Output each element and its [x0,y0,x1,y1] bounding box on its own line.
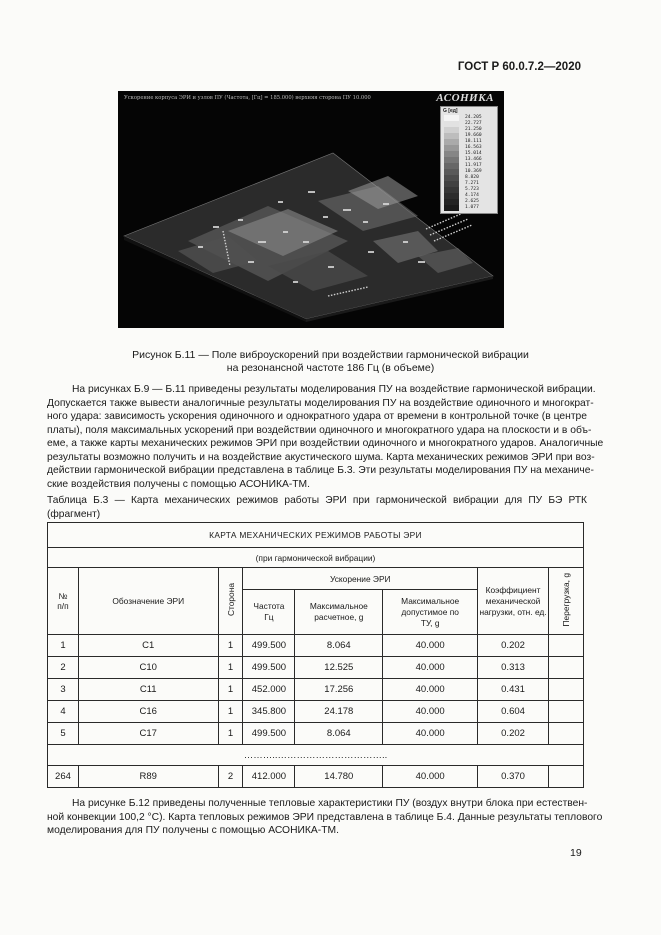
col-header-freq-l2: Гц [264,612,274,622]
paragraph-line: ские воздействия получены с помощью АСОНИКА-ТМ. [47,478,310,490]
legend-value: 7.271 [465,180,479,186]
cell-max: 14.780 [295,766,383,788]
col-header-max-l2: расчетное, g [314,612,364,622]
table-row [48,657,584,679]
cell-allowed: 40.000 [383,766,478,788]
paragraph-line: результаты возможно получить и на воздействие акустического шума. Карта механических режимов ЭРИ при воз- [47,451,595,463]
table-caption-line2: (фрагмент) [47,508,101,520]
col-header-allowed-l2: допустимое по [401,606,459,617]
table-ellipsis: ………..…………………………….. [48,745,584,766]
legend-value: 10.369 [465,168,482,174]
standard-number: ГОСТ Р 60.0.7.2—2020 [457,61,581,73]
table-row [48,723,584,745]
cell-side: 1 [218,701,243,723]
col-header-max [295,590,383,635]
col-header-side [218,568,243,635]
legend-value: 8.820 [465,174,479,180]
cell-coef: 0.370 [478,766,549,788]
cell-name: С17 [78,723,218,745]
col-header-number-l2: п/п [57,601,69,611]
cell-overload [549,701,584,723]
col-header-allowed-l1: Максимальное [401,595,460,606]
page-number: 19 [570,847,582,859]
cell-max: 8.064 [295,635,383,657]
col-header-allowed [383,590,478,635]
legend-value: 16.563 [465,144,482,150]
col-header-allowed-l3: ТУ, g [420,617,440,628]
cell-number: 2 [48,657,79,679]
vibration-field-figure [118,91,504,328]
table-caption-line1: Таблица Б.3 — Карта механических режимов работы ЭРИ при гармонической вибрации для ПУ БЭ РТК [47,495,587,506]
cell-name: С11 [78,679,218,701]
paragraph-line: ной конвекции 100,2 °С). Карта тепловых режимов ЭРИ представлена в таблице Б.4. Данные результаты теплового [47,811,603,823]
col-header-max-l1: Максимальное [309,601,368,611]
cell-name: R89 [78,766,218,788]
legend-value: 22.727 [465,120,482,126]
cell-overload [549,679,584,701]
col-header-number [48,568,79,635]
col-header-accel-group: Ускорение ЭРИ [243,568,478,590]
paragraph-line: На рисунке Б.12 приведены полученные тепловые характеристики ПУ (воздух внутри блока при естествен- [72,798,588,809]
cell-coef: 0.604 [478,701,549,723]
paragraph-line: моделирования для ПУ получены с помощью АСОНИКА-ТМ. [47,825,339,836]
table-title: КАРТА МЕХАНИЧЕСКИХ РЕЖИМОВ РАБОТЫ ЭРИ [48,523,584,548]
legend-value: 2.625 [465,198,479,204]
legend-value: 13.466 [465,156,482,162]
table-row [48,679,584,701]
cell-allowed: 40.000 [383,635,478,657]
table-subtitle: (при гармонической вибрации) [48,548,584,568]
cell-number: 5 [48,723,79,745]
legend-value: 19.660 [465,132,482,138]
cell-side: 1 [218,723,243,745]
cell-number: 3 [48,679,79,701]
cell-number: 264 [48,766,79,788]
col-header-coef-l1: Коэффициент [485,584,541,595]
col-header-coef-l3: нагрузки, отн. ед. [479,606,547,617]
legend-value: 21.250 [465,126,482,132]
paragraph-line: платы), поля максимальных ускорений при воздействии одиночного и многократного удара на плоскости и в объ- [47,424,592,436]
col-header-number-l1: № [58,591,68,601]
color-legend [440,106,498,214]
cell-allowed: 40.000 [383,723,478,745]
cell-max: 12.525 [295,657,383,679]
cell-number: 1 [48,635,79,657]
cell-coef: 0.202 [478,723,549,745]
legend-value: 1.077 [465,204,479,210]
cell-side: 1 [218,679,243,701]
cell-max: 8.064 [295,723,383,745]
cell-number: 4 [48,701,79,723]
cell-coef: 0.202 [478,635,549,657]
cell-side: 1 [218,657,243,679]
col-header-coef-l2: механической [485,595,541,606]
figure-top-caption: Ускорение корпуса ЭРИ и узлов ПУ (Частота, [Гц] = 185.000) верхняя сторона ПУ 10.000 [124,95,371,101]
paragraph-line: еме, а также карты механических режимов ЭРИ при воздействии одиночного и многократного ударов. Аналогичные [47,438,604,449]
col-header-freq [243,590,295,635]
cell-name: С10 [78,657,218,679]
paragraph-line: действии гармонической вибрации представлена в таблице Б.3. Эти результаты моделирования ПУ на механиче- [47,465,594,476]
col-header-name: Обозначение ЭРИ [78,568,218,635]
cell-freq: 412.000 [243,766,295,788]
col-header-overload-text: Перегрузка, g [561,573,571,627]
paragraph-vibration-results [47,383,604,491]
figure-caption-line1: Рисунок Б.11 — Поле виброускорений при воздействии гармонической вибрации [132,349,529,361]
table-caption [47,494,587,521]
paragraph-line: ного удара: зависимость ускорения одиночного и однократного удара от времени в контрольной точке (в центре [47,411,587,422]
mechanical-modes-table [47,522,584,788]
cell-side: 2 [218,766,243,788]
asonika-logo: АСОНИКА [436,92,494,104]
paragraph-line: Допускается также вывести аналогичные результаты моделирования ПУ на воздействие одиночного и многократ- [47,397,594,409]
cell-max: 17.256 [295,679,383,701]
cell-freq: 499.500 [243,657,295,679]
cell-freq: 345.800 [243,701,295,723]
cell-freq: 499.500 [243,723,295,745]
cell-max: 24.178 [295,701,383,723]
legend-value: 4.174 [465,192,479,198]
cell-freq: 452.000 [243,679,295,701]
cell-overload [549,657,584,679]
cell-coef: 0.431 [478,679,549,701]
cell-allowed: 40.000 [383,679,478,701]
legend-title: G [ед] [443,108,458,114]
figure-caption-line2: на резонансной частоте 186 Гц (в объеме) [226,362,435,374]
cell-coef: 0.313 [478,657,549,679]
legend-value: 5.723 [465,186,479,192]
col-header-overload [549,568,584,635]
cell-overload [549,723,584,745]
cell-overload [549,766,584,788]
legend-value: 24.205 [465,114,482,120]
table-row [48,635,584,657]
cell-freq: 499.500 [243,635,295,657]
cell-overload [549,635,584,657]
legend-value: 18.111 [465,138,482,144]
legend-swatch [444,205,459,211]
paragraph-thermal [47,797,603,838]
legend-value: 11.917 [465,162,482,168]
table-row [48,701,584,723]
col-header-side-text: Сторона [225,583,236,617]
cell-side: 1 [218,635,243,657]
cell-name: С1 [78,635,218,657]
legend-value: 15.014 [465,150,482,156]
cell-name: С16 [78,701,218,723]
cell-allowed: 40.000 [383,701,478,723]
cell-allowed: 40.000 [383,657,478,679]
table-row [48,766,584,788]
col-header-coef [478,568,549,635]
col-header-freq-l1: Частота [253,601,285,611]
paragraph-line: На рисунках Б.9 — Б.11 приведены результаты моделирования ПУ на воздействие гармонической вибрации. [72,384,596,395]
